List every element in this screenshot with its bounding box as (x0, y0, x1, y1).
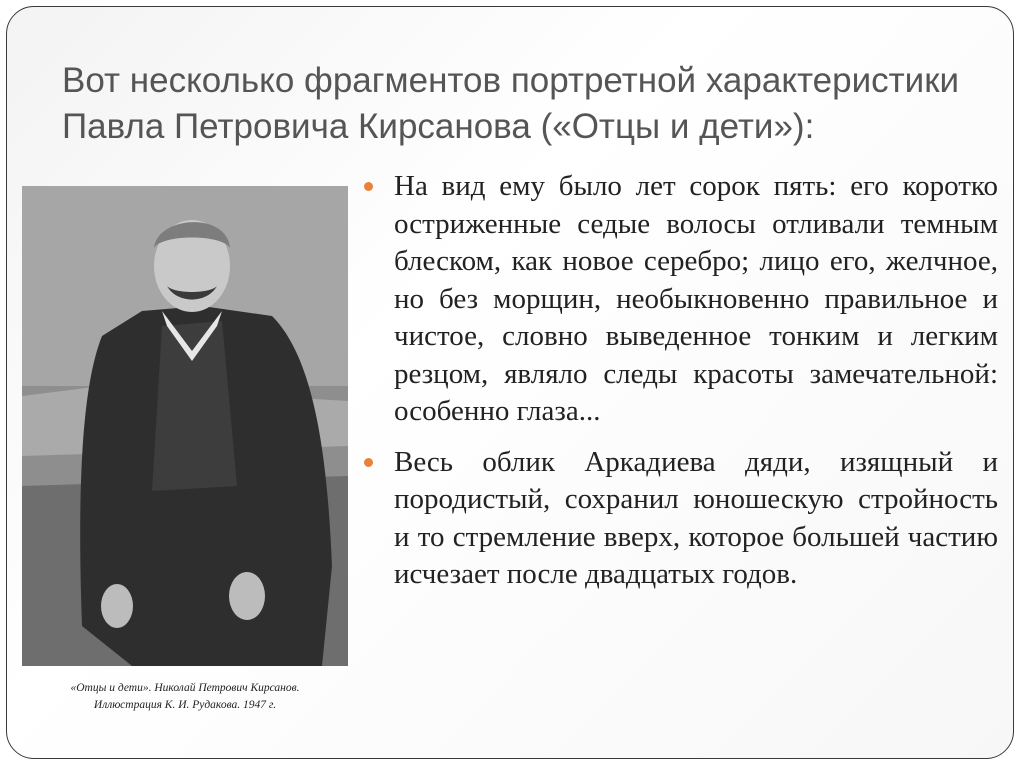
caption-line-1: «Отцы и дети». Николай Петрович Кирсанов. (70, 682, 300, 694)
bullet-text-1: На вид ему было лет сорок пять: его коротко остриженные седые волосы отливали темным блеском, как новое серебро; лицо его, желчное, но без морщин, необыкновенно правильное и чистое, словно выведенное тонким и легким резцом, являло следы красоты замечательной: особенно глаза... (394, 170, 998, 427)
portrait-drawing (22, 186, 348, 666)
title-line-1: Вот несколько фрагментов портретной характеристики (62, 61, 960, 100)
slide-title (62, 58, 982, 150)
bullet-list (362, 168, 998, 607)
caption-line-2: Иллюстрация К. И. Рудакова. 1947 г. (93, 699, 277, 711)
illustration-caption (22, 680, 348, 714)
bullet-item-2 (362, 444, 998, 594)
bullet-item-1 (362, 168, 998, 431)
portrait-illustration (22, 186, 348, 666)
title-line-2: Павла Петровича Кирсанова («Отцы и дети»): (62, 107, 815, 146)
bullet-dot-icon (364, 182, 373, 191)
bullet-text-2: Весь облик Аркадиева дяди, изящный и породистый, сохранил юношескую стройность и то стремление вверх, которое большей частию исчезает после двадцатых годов. (394, 445, 998, 590)
bullet-dot-icon (364, 458, 373, 467)
